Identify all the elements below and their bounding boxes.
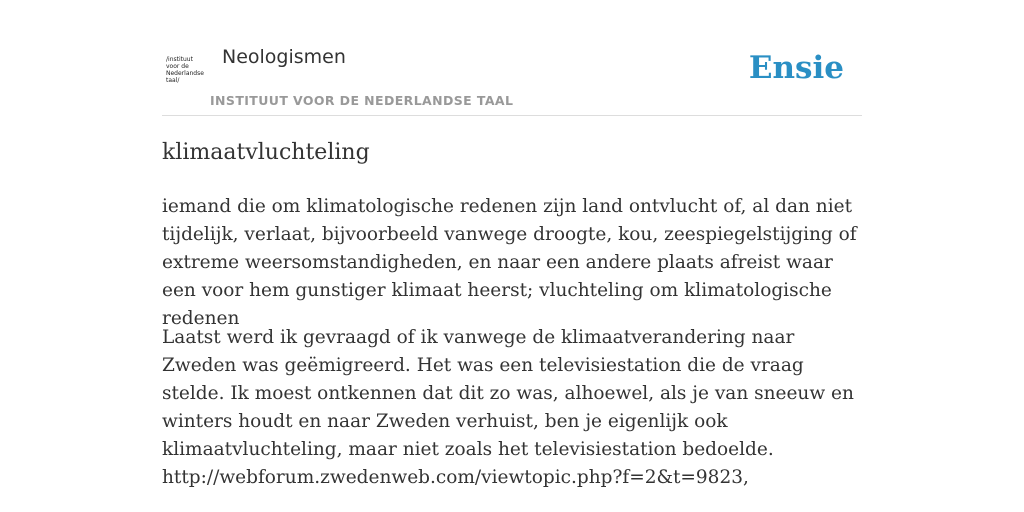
quote-text: Laatst werd ik gevraagd of ik vanwege de klimaatverandering naar Zweden was geëmigreerd. Het was een televisiestation die de vraag stelde. Ik moest ontkennen dat dit zo was, alhoewel, als je van sneeuw en winters houdt en naar Zweden verhuist, ben je eigenlijk ook klimaatvluchteling, maar niet zoals het televisiestation bedoelde. — [162, 327, 854, 460]
logo-line: taal/ — [166, 77, 180, 84]
site-subtitle: INSTITUUT VOOR DE NEDERLANDSE TAAL — [210, 93, 514, 108]
ensie-brand-logo[interactable]: Ensie — [748, 50, 844, 86]
entry-quote — [162, 324, 862, 492]
entry-headword: klimaatvluchteling — [162, 140, 370, 165]
entry-definition: iemand die om klimatologische redenen zijn land ontvlucht of, al dan niet tijdelijk, verlaat, bijvoorbeeld vanwege droogte, kou, zeespiegelstijging of extreme weersomstandigheden, en naar een andere plaats afreist waar een voor hem gunstiger klimaat heerst; vluchteling om klimatologische redenen — [162, 196, 857, 329]
page-container — [162, 0, 862, 488]
logo-line: /instituut — [166, 56, 193, 63]
site-title[interactable]: Neologismen — [222, 46, 346, 68]
quote-source-link[interactable]: http://webforum.zwedenweb.com/viewtopic.php?f=2&t=9823, — [162, 467, 749, 488]
logo-line: Nederlandse — [166, 70, 204, 77]
institute-logo[interactable] — [166, 56, 210, 84]
site-header — [162, 0, 862, 116]
logo-line: voor de — [166, 63, 189, 70]
